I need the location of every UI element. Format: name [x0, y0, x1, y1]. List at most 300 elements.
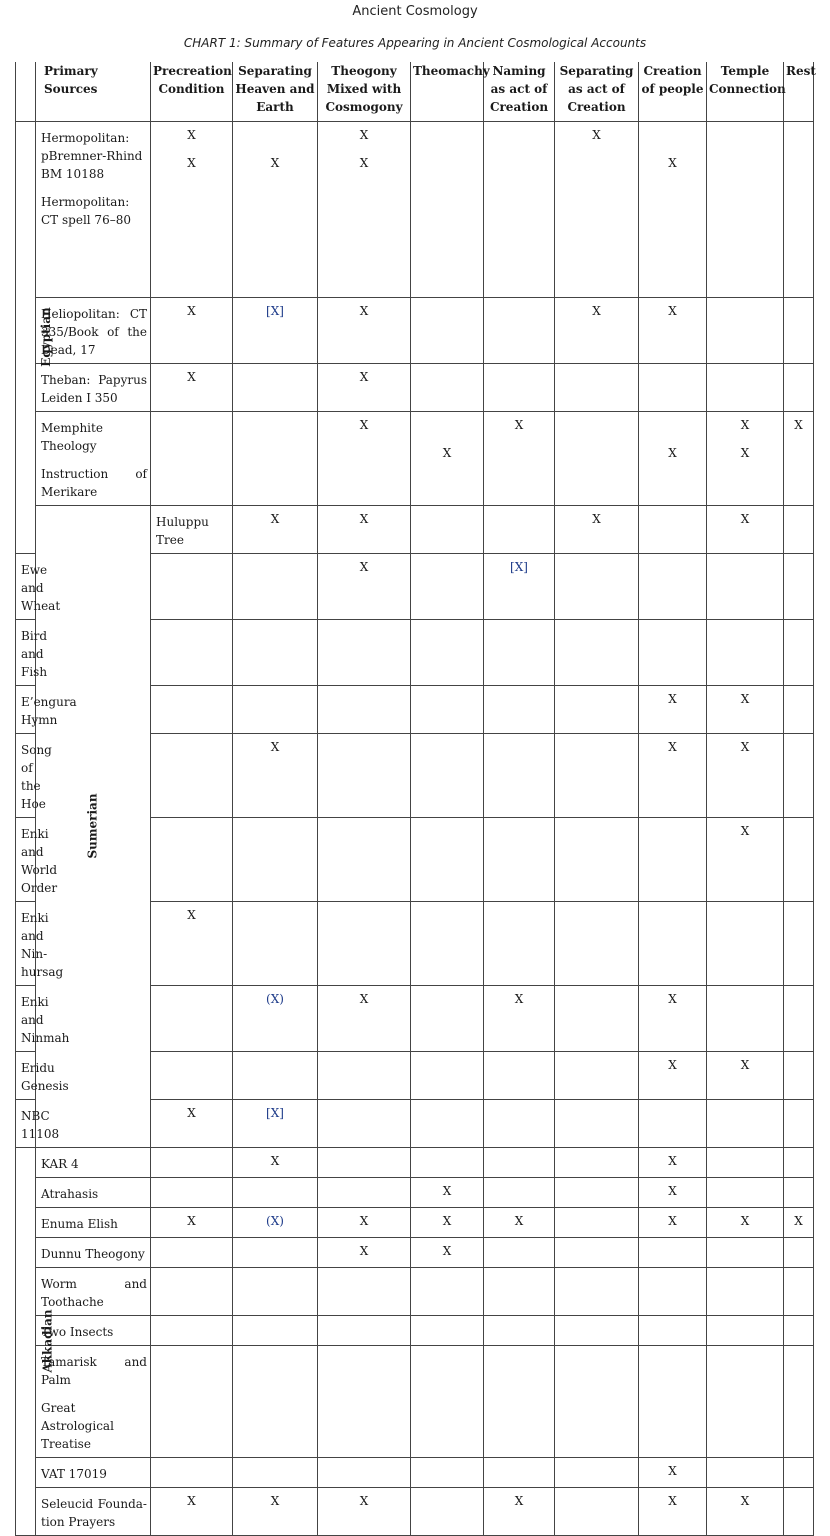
feature-cell [639, 619, 707, 685]
feature-mark: X [668, 1057, 677, 1072]
feature-cell [784, 505, 814, 553]
feature-mark [639, 906, 706, 924]
col-header-creation-people: Creation of people [639, 62, 707, 121]
feature-cell [639, 363, 707, 411]
feature-mark [411, 1350, 483, 1368]
feature-mark [784, 126, 813, 144]
feature-mark [151, 1320, 232, 1338]
feature-mark [639, 1242, 706, 1260]
feature-cell [484, 1147, 555, 1177]
feature-mark [555, 1320, 638, 1338]
feature-cell [411, 1457, 484, 1487]
feature-cell [411, 733, 484, 817]
table-row [16, 505, 814, 553]
feature-mark [707, 1350, 783, 1368]
source-name: Ewe and Wheat [21, 562, 61, 613]
feature-mark [411, 302, 483, 320]
feature-cell [318, 297, 411, 363]
feature-mark [233, 1182, 317, 1200]
feature-mark: X [270, 1153, 280, 1168]
feature-cell [411, 1147, 484, 1177]
feature-mark [411, 624, 483, 642]
feature-cell [484, 985, 555, 1051]
feature-cell [484, 1099, 555, 1147]
feature-mark [411, 1462, 483, 1480]
source-cell [36, 1487, 151, 1535]
feature-mark [484, 1378, 554, 1396]
feature-mark [707, 1320, 783, 1338]
feature-cell [707, 505, 784, 553]
feature-mark [233, 822, 317, 840]
feature-cell [484, 685, 555, 733]
source-name: Worm and Toothache [41, 1276, 147, 1309]
feature-cell [784, 121, 814, 297]
feature-mark [784, 822, 813, 840]
feature-mark [555, 1378, 638, 1396]
summary-table [15, 62, 814, 1536]
feature-cell [707, 1051, 784, 1099]
feature-mark: X [668, 991, 677, 1006]
feature-cell [233, 121, 318, 297]
feature-mark [411, 690, 483, 708]
feature-cell [233, 1237, 318, 1267]
feature-cell [639, 1147, 707, 1177]
feature-cell [233, 1457, 318, 1487]
table-row [16, 1147, 814, 1177]
feature-cell [707, 1147, 784, 1177]
feature-mark [411, 1272, 483, 1290]
feature-mark: X [794, 1213, 803, 1228]
col-header-naming: Naming as act of Creation [484, 62, 555, 121]
feature-cell [318, 1487, 411, 1535]
feature-cell [707, 121, 784, 297]
feature-mark [233, 126, 317, 144]
feature-mark [639, 368, 706, 386]
feature-mark: X [442, 1183, 452, 1198]
feature-mark [411, 154, 483, 172]
feature-mark [639, 510, 706, 528]
feature-cell [784, 733, 814, 817]
feature-cell [318, 1207, 411, 1237]
header-row [16, 62, 814, 121]
feature-cell [639, 297, 707, 363]
feature-mark [707, 1272, 783, 1290]
feature-cell [784, 685, 814, 733]
feature-mark [484, 1272, 554, 1290]
col-header-sources: Primary Sources [36, 62, 151, 121]
feature-cell [784, 817, 814, 901]
feature-cell [151, 1051, 233, 1099]
feature-mark [555, 416, 638, 434]
feature-cell [318, 1267, 411, 1315]
col-header-temple: Temple Connection [707, 62, 784, 121]
feature-cell [233, 985, 318, 1051]
feature-mark [555, 1104, 638, 1122]
feature-cell [151, 901, 233, 985]
source-name: Eridu Genesis [21, 1060, 69, 1093]
feature-cell [318, 1457, 411, 1487]
source-cell [16, 901, 64, 985]
source-cell [16, 619, 48, 685]
feature-cell [484, 553, 555, 619]
feature-cell [233, 1099, 318, 1147]
feature-cell [555, 1207, 639, 1237]
feature-cell [233, 1487, 318, 1535]
feature-mark [318, 1104, 410, 1122]
source-name: Theban: Papyrus Leiden I 350 [41, 372, 147, 405]
feature-cell [151, 685, 233, 733]
feature-cell [639, 1315, 707, 1345]
feature-mark [233, 444, 317, 462]
feature-mark [555, 990, 638, 1008]
feature-cell [318, 121, 411, 297]
table-row [16, 1345, 814, 1457]
feature-mark: X [359, 991, 369, 1006]
feature-mark [411, 990, 483, 1008]
source-cell [36, 121, 151, 297]
source-name: Enuma Elish [41, 1216, 118, 1231]
feature-mark [318, 1152, 410, 1170]
feature-cell [707, 1267, 784, 1315]
feature-cell [784, 363, 814, 411]
feature-cell [411, 901, 484, 985]
feature-mark: [X] [266, 303, 284, 318]
feature-mark: X [359, 303, 369, 318]
feature-cell [151, 619, 233, 685]
feature-cell [707, 1207, 784, 1237]
feature-cell [555, 1237, 639, 1267]
feature-mark: X [187, 1213, 196, 1228]
feature-cell [555, 363, 639, 411]
feature-cell [784, 1267, 814, 1315]
feature-mark [555, 1182, 638, 1200]
feature-cell [784, 619, 814, 685]
feature-cell [151, 1487, 233, 1535]
feature-mark: X [668, 691, 677, 706]
feature-cell [784, 901, 814, 985]
feature-cell [411, 685, 484, 733]
source-name: Enki and World Order [21, 826, 58, 895]
feature-mark [151, 1272, 232, 1290]
feature-cell [639, 1207, 707, 1237]
feature-cell [233, 1267, 318, 1315]
feature-cell [555, 685, 639, 733]
feature-cell [233, 1315, 318, 1345]
feature-cell [233, 733, 318, 817]
source-name: Huluppu Tree [156, 514, 209, 547]
feature-mark [555, 1152, 638, 1170]
feature-cell [784, 1487, 814, 1535]
feature-mark [784, 558, 813, 576]
source-cell [36, 1457, 151, 1487]
feature-cell [318, 1147, 411, 1177]
feature-mark [707, 1182, 783, 1200]
feature-mark [555, 1242, 638, 1260]
feature-mark [639, 126, 706, 144]
feature-mark [707, 906, 783, 924]
feature-mark [707, 1104, 783, 1122]
feature-mark [784, 1056, 813, 1074]
table-row [16, 1487, 814, 1535]
feature-mark: X [187, 127, 196, 142]
feature-mark [784, 154, 813, 172]
feature-cell [555, 1457, 639, 1487]
feature-cell [318, 901, 411, 985]
feature-mark: [X] [266, 1105, 284, 1120]
feature-mark [707, 1462, 783, 1480]
feature-cell [151, 1177, 233, 1207]
feature-cell [784, 1345, 814, 1457]
feature-cell [484, 1457, 555, 1487]
feature-mark [784, 990, 813, 1008]
feature-mark [411, 1320, 483, 1338]
feature-cell [411, 1487, 484, 1535]
feature-cell [555, 1177, 639, 1207]
source-name: Dunnu Theogony [41, 1246, 145, 1261]
feature-cell [411, 121, 484, 297]
feature-mark [484, 624, 554, 642]
feature-cell [707, 733, 784, 817]
feature-mark: X [359, 1243, 369, 1258]
feature-cell [707, 1177, 784, 1207]
source-name: E’engura Hymn [21, 694, 77, 727]
feature-mark: (X) [266, 991, 284, 1006]
feature-mark: X [740, 511, 750, 526]
feature-cell [233, 817, 318, 901]
feature-mark: X [592, 127, 601, 142]
feature-mark [707, 126, 783, 144]
source-cell [36, 1237, 151, 1267]
source-name: Two Insects [41, 1324, 114, 1339]
source-cell [16, 685, 77, 733]
source-cell [151, 505, 233, 553]
col-header-separating-heaven-earth: Separating Heaven and Earth [233, 62, 318, 121]
feature-mark [639, 1378, 706, 1396]
feature-cell [707, 1345, 784, 1457]
feature-cell [555, 1345, 639, 1457]
feature-cell [318, 363, 411, 411]
feature-mark [784, 368, 813, 386]
feature-mark: X [359, 369, 369, 384]
feature-cell [555, 1315, 639, 1345]
feature-mark [233, 624, 317, 642]
feature-mark [411, 416, 483, 434]
feature-mark [484, 906, 554, 924]
feature-cell [707, 363, 784, 411]
feature-cell [484, 817, 555, 901]
feature-mark [151, 558, 232, 576]
feature-cell [555, 1147, 639, 1177]
feature-mark: X [187, 1105, 196, 1120]
feature-mark [784, 302, 813, 320]
group-label-text: Egyptian [38, 307, 53, 367]
feature-mark: X [668, 1153, 677, 1168]
feature-mark: X [270, 1493, 280, 1508]
feature-mark [484, 1056, 554, 1074]
feature-mark: X [359, 417, 369, 432]
feature-mark: X [592, 303, 601, 318]
col-header-theogony: Theogony Mixed with Cosmogony [318, 62, 411, 121]
feature-mark: X [187, 155, 196, 170]
feature-mark: X [740, 691, 750, 706]
feature-cell [639, 1487, 707, 1535]
feature-cell [707, 1457, 784, 1487]
group-header-blank [16, 62, 36, 121]
feature-cell [411, 1099, 484, 1147]
feature-mark [555, 624, 638, 642]
feature-mark [784, 1350, 813, 1368]
feature-cell [555, 505, 639, 553]
source-cell [16, 985, 70, 1051]
feature-cell [639, 1177, 707, 1207]
feature-mark [555, 368, 638, 386]
feature-cell [639, 733, 707, 817]
feature-cell [555, 1099, 639, 1147]
feature-mark [555, 1462, 638, 1480]
feature-mark [233, 1320, 317, 1338]
feature-cell [639, 1267, 707, 1315]
feature-cell [484, 505, 555, 553]
feature-cell [233, 411, 318, 505]
feature-mark: X [442, 1243, 452, 1258]
feature-cell [555, 817, 639, 901]
feature-mark [318, 1378, 410, 1396]
feature-mark [151, 1152, 232, 1170]
feature-mark [555, 558, 638, 576]
feature-mark [233, 416, 317, 434]
feature-mark [555, 906, 638, 924]
feature-mark [411, 558, 483, 576]
feature-mark: X [740, 445, 750, 460]
feature-cell [318, 1177, 411, 1207]
source-cell [36, 1207, 151, 1237]
feature-cell [784, 985, 814, 1051]
feature-mark: X [668, 1493, 677, 1508]
feature-mark [233, 558, 317, 576]
feature-mark [411, 1152, 483, 1170]
feature-cell [484, 1051, 555, 1099]
feature-mark [784, 738, 813, 756]
feature-mark [707, 1378, 783, 1396]
feature-cell [411, 297, 484, 363]
feature-cell [484, 411, 555, 505]
feature-cell [484, 121, 555, 297]
feature-mark [411, 738, 483, 756]
feature-mark [639, 822, 706, 840]
source-name: Enki and Ninmah [21, 994, 70, 1045]
source-name: Seleucid Founda-tion Prayers [41, 1496, 147, 1529]
feature-cell [784, 553, 814, 619]
feature-cell [233, 363, 318, 411]
feature-cell [639, 985, 707, 1051]
source-name: Enki and Nin-hursag [21, 910, 64, 979]
feature-cell [484, 619, 555, 685]
feature-mark [411, 126, 483, 144]
feature-mark: X [668, 1463, 677, 1478]
feature-mark [151, 444, 232, 462]
feature-cell [707, 1315, 784, 1345]
feature-cell [639, 1099, 707, 1147]
feature-cell [784, 1457, 814, 1487]
feature-mark [151, 1378, 232, 1396]
source-name: Bird and Fish [21, 628, 48, 679]
feature-cell [151, 1315, 233, 1345]
feature-cell [411, 1345, 484, 1457]
feature-mark [233, 1378, 317, 1396]
feature-cell [151, 121, 233, 297]
feature-mark [484, 302, 554, 320]
feature-mark: (X) [266, 1213, 284, 1228]
feature-mark [639, 624, 706, 642]
feature-cell [318, 1315, 411, 1345]
akkadian-group-label [16, 1147, 55, 1535]
feature-mark [555, 1492, 638, 1510]
feature-mark [318, 624, 410, 642]
feature-mark: X [740, 417, 750, 432]
feature-cell [484, 1315, 555, 1345]
feature-mark [784, 624, 813, 642]
feature-cell [233, 553, 318, 619]
feature-mark [484, 822, 554, 840]
feature-cell [484, 1237, 555, 1267]
feature-cell [784, 1147, 814, 1177]
feature-cell [639, 121, 707, 297]
feature-cell [233, 297, 318, 363]
feature-mark [151, 1242, 232, 1260]
table-row [16, 1177, 814, 1207]
feature-cell [639, 553, 707, 619]
source-name: KAR 4 [41, 1156, 79, 1171]
feature-cell [318, 553, 411, 619]
feature-cell [707, 985, 784, 1051]
feature-cell [555, 1487, 639, 1535]
feature-cell [318, 619, 411, 685]
feature-mark [318, 1182, 410, 1200]
feature-mark [318, 822, 410, 840]
feature-cell [639, 901, 707, 985]
feature-mark [318, 906, 410, 924]
feature-cell [233, 685, 318, 733]
feature-cell [151, 553, 233, 619]
chart-caption: CHART 1: Summary of Features Appearing in Ancient Cosmological Accounts [183, 36, 647, 50]
feature-cell [555, 619, 639, 685]
feature-cell [639, 1345, 707, 1457]
feature-cell [555, 901, 639, 985]
source-cell [16, 733, 52, 817]
source-name: Hermopolitan: CT spell 76–80 [41, 194, 131, 227]
feature-cell [233, 901, 318, 985]
feature-mark [484, 1104, 554, 1122]
feature-mark: X [359, 1493, 369, 1508]
feature-mark [784, 1182, 813, 1200]
feature-cell [639, 411, 707, 505]
feature-mark: X [359, 1213, 369, 1228]
feature-mark: X [740, 823, 750, 838]
source-cell [36, 411, 151, 505]
feature-mark: X [514, 1493, 524, 1508]
group-label-text: Sumerian [85, 793, 100, 859]
feature-cell [411, 411, 484, 505]
feature-cell [639, 685, 707, 733]
table-row [16, 411, 814, 505]
feature-mark [484, 1182, 554, 1200]
feature-cell [318, 1345, 411, 1457]
feature-mark [318, 1056, 410, 1074]
feature-cell [707, 619, 784, 685]
feature-mark [151, 416, 232, 434]
feature-mark [784, 1320, 813, 1338]
source-name: Instruction of Merikare [41, 466, 147, 499]
